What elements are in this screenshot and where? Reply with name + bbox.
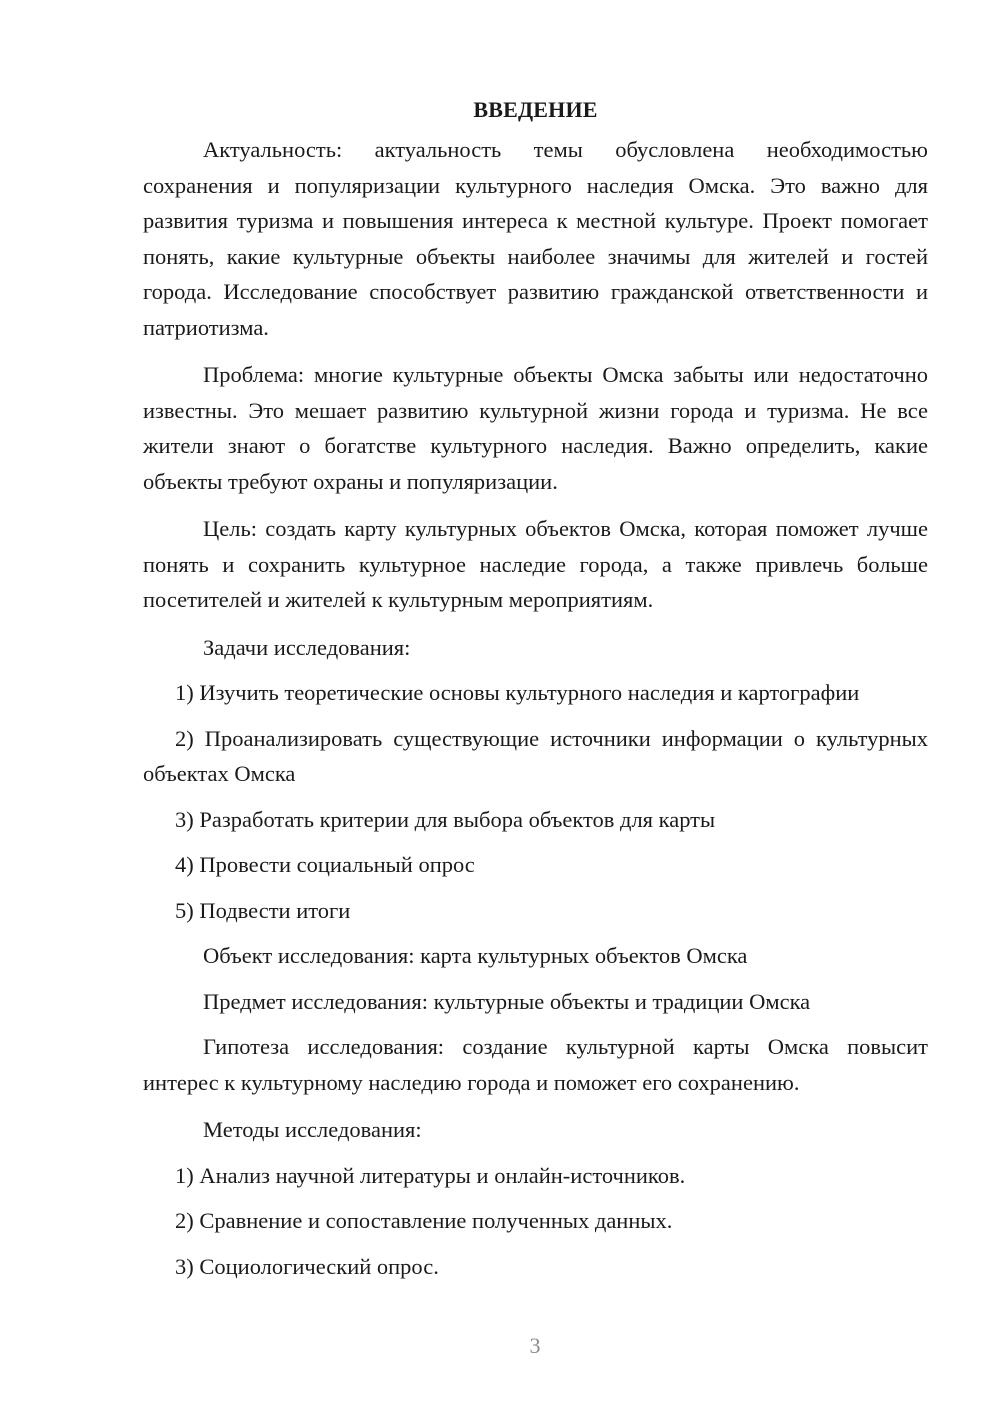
list-item: 3) Социологический опрос.: [175, 1253, 439, 1279]
list-item: 5) Подвести итоги: [175, 897, 351, 923]
list-item: 3) Разработать критерии для выбора объектов для карты: [175, 806, 716, 832]
methods-list: [143, 1158, 928, 1285]
list-item: 1) Анализ научной литературы и онлайн-источников.: [175, 1162, 686, 1188]
tasks-heading: Задачи исследования:: [203, 634, 411, 660]
relevance-paragraph: Актуальность: актуальность темы обусловлена необходимостью сохранения и популяризации культурного наследия Омска. Это важно для развития туризма и повышения интереса к местной культуре. Проект помогает понять, какие культурные объекты наиболее значимы для жителей и гостей города. Исследование способствует развитию гражданской ответственности и патриотизма.: [143, 137, 928, 340]
list-item: 1) Изучить теоретические основы культурного наследия и картографии: [175, 680, 860, 705]
list-item: 2) Проанализировать существующие источники информации о культурных объектах Омска: [143, 725, 928, 786]
methods-heading: Методы исследования:: [203, 1117, 422, 1142]
hypothesis-paragraph: Гипотеза исследования: создание культурной карты Омска повысит интерес к культурному наследию города и поможет его сохранению.: [143, 1034, 928, 1095]
list-item: 4) Провести социальный опрос: [175, 852, 475, 877]
research-object: Объект исследования: карта культурных объектов Омска: [203, 943, 748, 968]
goal-paragraph: Цель: создать карту культурных объектов Омска, которая поможет лучше понять и сохранить культурное наследие города, а также привлечь больше посетителей и жителей к культурным мероприятиям.: [143, 516, 928, 612]
problem-paragraph: Проблема: многие культурные объекты Омска забыты или недостаточно известны. Это мешает развитию культурной жизни города и туризма. Не все жители знают о богатстве культурного наследия. Важно определить, какие объекты требуют охраны и популяризации.: [143, 362, 928, 494]
document-page: [143, 95, 928, 1284]
tasks-list: [143, 675, 928, 928]
research-subject: Предмет исследования: культурные объекты и традиции Омска: [203, 988, 811, 1014]
page-number: 3: [529, 1333, 541, 1358]
list-item: 2) Сравнение и сопоставление полученных данных.: [175, 1208, 673, 1233]
page-title: ВВЕДЕНИЕ: [473, 97, 598, 122]
